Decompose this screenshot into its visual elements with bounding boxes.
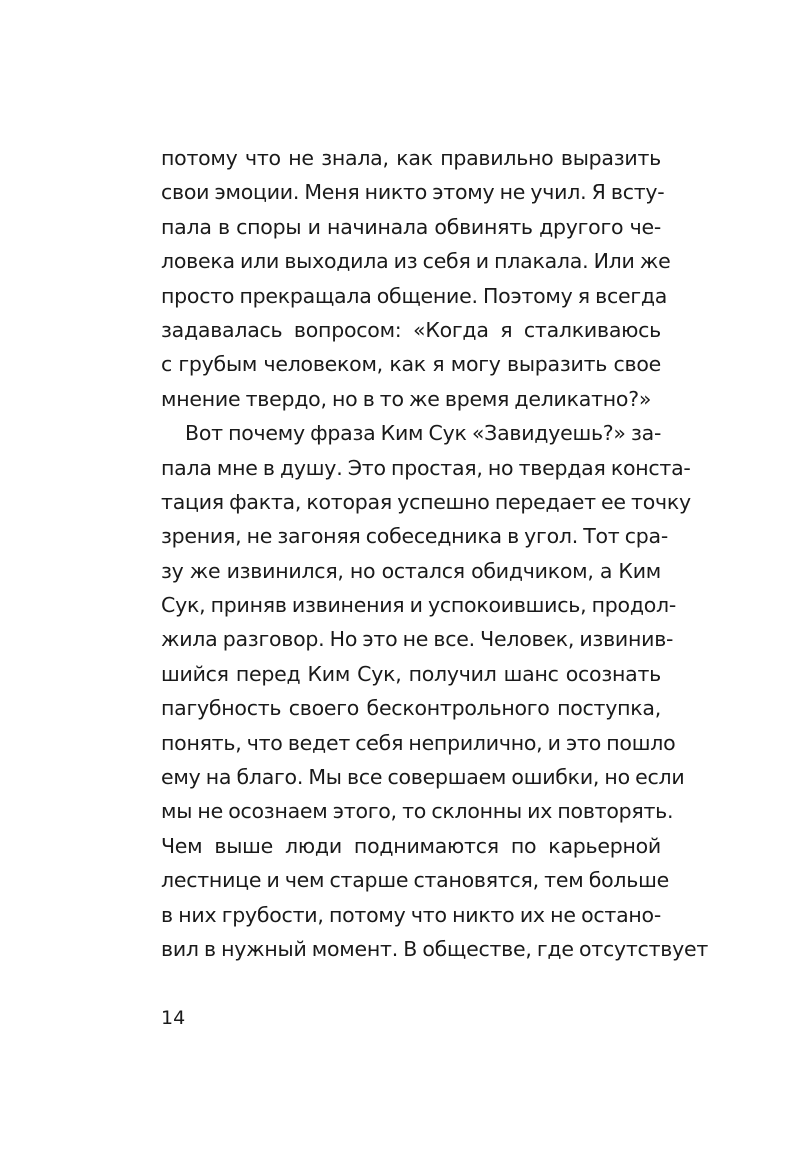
body-text — [161, 141, 709, 966]
text-line: пала в споры и начинала обвинять другого че- — [161, 214, 661, 239]
text-line: зу же извинился, но остался обидчиком, а Ким — [161, 558, 661, 583]
text-line: лестнице и чем старше становятся, тем больше — [161, 868, 669, 893]
text-line: задавалась вопросом: «Когда я сталкиваюсь — [161, 317, 661, 342]
text-line: тация факта, которая успешно передает ее точку — [161, 489, 691, 514]
text-line: Сук, приняв извинения и успокоившись, продол- — [161, 593, 677, 618]
text-line: жила разговор. Но это не все. Человек, извинив- — [161, 627, 674, 652]
text-line: зрения, не загоняя собеседника в угол. Тот сра- — [161, 524, 669, 549]
text-line: шийся перед Ким Сук, получил шанс осознать — [161, 661, 661, 686]
text-line: пала мне в душу. Это простая, но твердая конста- — [161, 455, 691, 480]
text-line: мнение твердо, но в то же время деликатно?» — [161, 386, 652, 411]
text-line: мы не осознаем этого, то склонны их повторять. — [161, 799, 674, 824]
text-line: ловека или выходила из себя и плакала. Или же — [161, 249, 671, 274]
text-line: с грубым человеком, как я могу выразить свое — [161, 352, 661, 377]
text-line: понять, что ведет себя неприлично, и это пошло — [161, 730, 676, 755]
text-line: вил в нужный момент. В обществе, где отсутствует — [161, 936, 709, 961]
text-line: потому что не знала, как правильно выразить — [161, 146, 661, 170]
page-number: 14 — [161, 1007, 186, 1029]
paragraph-first-line: Вот почему фраза Ким Сук «Завидуешь?» за- — [185, 421, 662, 446]
text-line: в них грубости, потому что никто их не остано- — [161, 902, 661, 927]
text-line: просто прекращала общение. Поэтому я всегда — [161, 283, 668, 308]
text-line: свои эмоции. Меня никто этому не учил. Я всту- — [161, 180, 665, 205]
text-line: ему на благо. Мы все совершаем ошибки, но если — [161, 765, 685, 790]
text-line: пагубность своего бесконтрольного поступка, — [161, 696, 661, 721]
text-line: Чем выше люди поднимаются по карьерной — [161, 833, 661, 858]
